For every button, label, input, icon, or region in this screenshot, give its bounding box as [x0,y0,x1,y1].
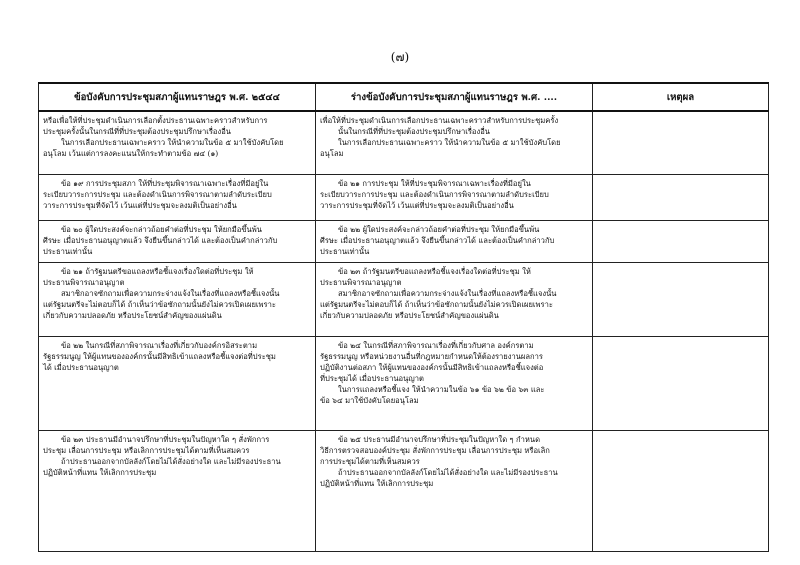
text-line: ปฏิบัติหน้าที่แทน ให้เลิกการประชุม [320,479,434,489]
draft-regulation-cell [316,263,593,336]
text-line: ข้อ ๒๑ การประชุม ให้ที่ประชุมพิจารณาเฉพาะเรื่องที่มีอยู่ใน [338,178,531,188]
text-line: ข้อ ๒๒ ในกรณีที่สภาพิจารณาเรื่องที่เกี่ยวกับองค์กรอิสระตาม [61,340,258,350]
text-line: สมาชิกอาจซักถามเพื่อความกระจ่างแจ้งในเรื่องที่แถลงหรือชี้แจงนั้น [338,289,557,299]
text-line: ศีรษะ เมื่อประธานอนุญาตแล้ว จึงยืนขึ้นกล่าวได้ และต้องเป็นคำกล่าวกับ [43,236,278,246]
table-row [39,263,769,336]
text-line: ข้อ ๒๐ ผู้ใดประสงค์จะกล่าวถ้อยคำต่อที่ประชุม ให้ยกมือขึ้นพ้น [61,225,262,235]
text-line: อนุโลม [320,149,344,158]
reason-cell [593,111,769,174]
comparison-table [38,82,769,552]
text-line: รัฐธรรมนูญ ให้ผู้แทนขององค์กรนั้นมีสิทธิเข้าแถลงหรือชี้แจงต่อที่ประชุม [43,351,276,361]
text-line: ถ้าประธานออกจากบัลลังก์โดยไม่ได้สั่งอย่างใด และไม่มีรองประธาน [61,457,281,467]
header-reason: เหตุผล [593,83,769,111]
reason-cell [593,431,769,552]
page-number: (๗) [390,50,410,64]
current-regulation-cell [39,174,316,220]
text-line: ข้อ ๑๙ การประชุมสภา ให้ที่ประชุมพิจารณาเฉพาะเรื่องที่มีอยู่ใน [61,178,269,188]
text-line: ประชุมครั้งนั้นในกรณีที่ที่ประชุมต้องประชุมปรึกษาเรื่องอื่น [43,127,231,136]
draft-regulation-cell [316,174,593,220]
table-row [39,336,769,431]
current-regulation-cell [39,221,316,263]
table-row [39,111,769,174]
text-line: ข้อ ๒๓ ประธานมีอำนาจปรึกษาที่ประชุมในปัญหาใด ๆ สั่งพักการ [61,435,270,445]
text-line: นั้นในกรณีที่ที่ประชุมต้องประชุมปรึกษาเรื่องอื่น [338,127,490,136]
text-line: วาระการประชุมที่จัดไว้ เว้นแต่ที่ประชุมจะลงมติเป็นอย่างอื่น [43,200,237,210]
table-header-row [39,83,769,111]
table-row [39,221,769,263]
text-line: ในการแถลงหรือชี้แจง ให้นำความในข้อ ๖๑ ข้อ ๖๒ ข้อ ๖๓ และ [338,384,545,394]
text-line: หรือเพื่อให้ที่ประชุมดำเนินการเลือกตั้งประธานเฉพาะคราวสำหรับการ [43,116,268,125]
text-line: ระเบียบวาระการประชุม และต้องดำเนินการพิจารณาตามลำดับระเบียบ [320,189,549,199]
text-line: ได้ เมื่อประธานอนุญาต [43,362,119,372]
text-line: ระเบียบวาระการประชุม และต้องดำเนินการพิจารณาตามลำดับระเบียบ [43,189,272,199]
text-line: วิธีการตรวจสอบองค์ประชุม สั่งพักการประชุม เลื่อนการประชุม หรือเลิก [320,446,550,456]
text-line: ประธานพิจารณาอนุญาต [43,278,125,288]
text-line: ประธานพิจารณาอนุญาต [320,278,402,288]
text-line: ปฏิบัติหน้าที่แทน ให้เลิกการประชุม [43,468,157,478]
draft-regulation-cell [316,431,593,552]
text-line: ในการเลือกประธานเฉพาะคราว ให้นำความในข้อ ๕ มาใช้บังคับโดย [338,138,561,147]
text-line: ประชุม เลื่อนการประชุม หรือเลิกการประชุมได้ตามที่เห็นสมควร [43,446,250,456]
reason-cell [593,336,769,431]
text-line: อนุโลม เว้นแต่การลงคะแนนให้กระทำตามข้อ ๗๔ (๑) [43,149,219,158]
text-line: เพื่อให้ที่ประชุมดำเนินการเลือกประธานเฉพาะคราวสำหรับการประชุมครั้ง [320,116,559,125]
text-line: ข้อ ๒๓ ถ้ารัฐมนตรีขอแถลงหรือชี้แจงเรื่องใดต่อที่ประชุม ให้ [338,267,531,277]
text-line: ปฏิบัติงานต่อสภา ให้ผู้แทนขององค์กรนั้นมีสิทธิเข้าแถลงหรือชี้แจงต่อ [320,362,544,372]
text-line: รัฐธรรมนูญ หรือหน่วยงานอื่นที่กฎหมายกำหนดให้ต้องรายงานผลการ [320,351,543,361]
current-regulation-cell [39,431,316,552]
current-regulation-cell [39,336,316,431]
text-line: ข้อ ๒๔ ในกรณีที่สภาพิจารณาเรื่องที่เกี่ยวกับศาล องค์กรตาม [338,340,534,350]
table-row [39,174,769,220]
draft-regulation-cell [316,111,593,174]
text-line: เกี่ยวกับความปลอดภัย หรือประโยชน์สำคัญของแผ่นดิน [320,311,499,321]
text-line: ข้อ ๒๒ ผู้ใดประสงค์จะกล่าวถ้อยคำต่อที่ประชุม ให้ยกมือขึ้นพ้น [338,225,540,235]
reason-cell [593,221,769,263]
text-line: แต่รัฐมนตรีจะไม่ตอบก็ได้ ถ้าเห็นว่าข้อซักถามนั้นยังไม่ควรเปิดเผยเพราะ [320,300,553,310]
text-line: การประชุมได้ตามที่เห็นสมควร [320,457,420,467]
reason-cell [593,263,769,336]
text-line: ข้อ ๒๑ ถ้ารัฐมนตรีขอแถลงหรือชี้แจงเรื่องใดต่อที่ประชุม ให้ [61,267,254,277]
text-line: สมาชิกอาจซักถามเพื่อความกระจ่างแจ้งในเรื่องที่แถลงหรือชี้แจงนั้น [61,289,280,299]
draft-regulation-cell [316,221,593,263]
text-line: แต่รัฐมนตรีจะไม่ตอบก็ได้ ถ้าเห็นว่าข้อซักถามนั้นยังไม่ควรเปิดเผยเพราะ [43,300,276,310]
text-line: ข้อ ๖๔ มาใช้บังคับโดยอนุโลม [320,395,419,405]
header-draft-regulation: ร่างข้อบังคับการประชุมสภาผู้แทนราษฎร พ.ศ. .... [316,83,593,111]
header-current-regulation: ข้อบังคับการประชุมสภาผู้แทนราษฎร พ.ศ. ๒๕๔๔ [39,83,316,111]
reason-cell [593,174,769,220]
draft-regulation-cell [316,336,593,431]
current-regulation-cell [39,111,316,174]
text-line: ที่ประชุมได้ เมื่อประธานอนุญาต [320,373,424,383]
table-row [39,431,769,552]
text-line: ในการเลือกประธานเฉพาะคราว ให้นำความในข้อ ๕ มาใช้บังคับโดย [61,138,284,147]
text-line: ถ้าประธานออกจากบัลลังก์โดยไม่ได้สั่งอย่างใด และไม่มีรองประธาน [338,468,558,478]
text-line: เกี่ยวกับความปลอดภัย หรือประโยชน์สำคัญของแผ่นดิน [43,311,222,321]
text-line: ประธานเท่านั้น [43,247,93,257]
text-line: ศีรษะ เมื่อประธานอนุญาตแล้ว จึงยืนขึ้นกล่าวได้ และต้องเป็นคำกล่าวกับ [320,236,555,246]
text-line: วาระการประชุมที่จัดไว้ เว้นแต่ที่ประชุมจะลงมติเป็นอย่างอื่น [320,200,514,210]
text-line: ข้อ ๒๕ ประธานมีอำนาจปรึกษาที่ประชุมในปัญหาใด ๆ กำหนด [338,435,541,445]
current-regulation-cell [39,263,316,336]
text-line: ประธานเท่านั้น [320,247,370,257]
